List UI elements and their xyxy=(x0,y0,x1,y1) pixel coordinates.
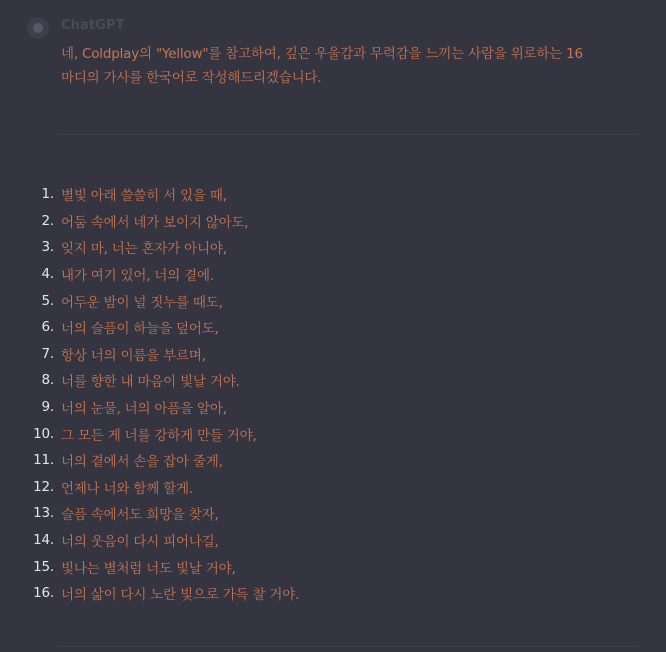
divider-top xyxy=(60,134,636,135)
lyric-text: 슬픔 속에서도 희망을 찾자, xyxy=(61,507,219,524)
lyric-number: 14. xyxy=(33,532,54,549)
lyrics-list xyxy=(0,181,666,607)
lyric-line xyxy=(0,500,666,527)
intro-line-2: 마디의 가사를 한국어로 작성해드리겠습니다. xyxy=(61,70,322,86)
lyric-text: 너의 곁에서 손을 잡아 줄게, xyxy=(61,454,223,471)
lyric-text: 너를 향한 내 마음이 빛날 거야. xyxy=(61,374,240,391)
lyric-line xyxy=(0,420,666,447)
lyric-number: 16. xyxy=(33,585,54,602)
lyric-line xyxy=(0,314,666,341)
lyric-line xyxy=(0,234,666,261)
lyric-number: 13. xyxy=(33,505,54,522)
lyric-line xyxy=(0,474,666,501)
lyric-number: 15. xyxy=(33,558,54,575)
intro-line-1: 네, Coldplay의 "Yellow"를 참고하여, 깊은 우울감과 무력감을 느끼는 사람을 위로하는 16 xyxy=(61,46,583,62)
sender-name: ChatGPT xyxy=(61,18,125,33)
lyric-text: 항상 너의 이름을 부르며, xyxy=(61,347,206,364)
lyric-number: 10. xyxy=(33,425,54,442)
lyric-line xyxy=(0,580,666,607)
lyric-number: 5. xyxy=(41,292,54,309)
lyric-line xyxy=(0,447,666,474)
lyric-number: 1. xyxy=(41,186,54,203)
divider-bottom xyxy=(60,646,636,647)
lyric-text: 너의 삶이 다시 노란 빛으로 가득 찰 거야. xyxy=(61,587,300,604)
lyric-line xyxy=(0,394,666,421)
lyric-line xyxy=(0,261,666,288)
lyric-text: 빛나는 별처럼 너도 빛날 거야, xyxy=(61,560,236,577)
lyric-text: 언제나 너와 함께 할게. xyxy=(61,480,193,497)
lyric-number: 6. xyxy=(41,319,54,336)
lyric-line xyxy=(0,553,666,580)
lyric-number: 9. xyxy=(41,399,54,416)
lyric-text: 너의 눈물, 너의 아픔을 알아, xyxy=(61,401,227,418)
lyric-number: 2. xyxy=(41,212,54,229)
lyric-line xyxy=(0,527,666,554)
lyric-number: 11. xyxy=(33,452,54,469)
lyric-number: 7. xyxy=(41,345,54,362)
lyric-text: 너의 웃음이 다시 피어나길, xyxy=(61,534,219,551)
lyric-text: 그 모든 게 너를 강하게 만들 거야, xyxy=(61,427,257,444)
lyric-line xyxy=(0,287,666,314)
lyric-text: 내가 여기 있어, 너의 곁에. xyxy=(61,268,214,285)
lyric-number: 4. xyxy=(41,266,54,283)
lyric-text: 잊지 마, 너는 혼자가 아니야, xyxy=(61,241,227,258)
lyric-text: 어두운 밤이 널 짓누를 때도, xyxy=(61,294,223,311)
lyric-number: 12. xyxy=(33,478,54,495)
lyric-line xyxy=(0,367,666,394)
lyric-number: 3. xyxy=(41,239,54,256)
intro-text xyxy=(61,42,651,90)
lyric-line xyxy=(0,181,666,208)
avatar-icon xyxy=(33,23,43,33)
lyric-line xyxy=(0,208,666,235)
lyric-text: 너의 슬픔이 하늘을 덮어도, xyxy=(61,321,219,338)
lyric-line xyxy=(0,341,666,368)
lyric-number: 8. xyxy=(41,372,54,389)
assistant-avatar xyxy=(27,17,49,39)
lyric-text: 어둠 속에서 네가 보이지 않아도, xyxy=(61,214,249,231)
lyric-text: 별빛 아래 쓸쓸히 서 있을 때, xyxy=(61,188,227,205)
